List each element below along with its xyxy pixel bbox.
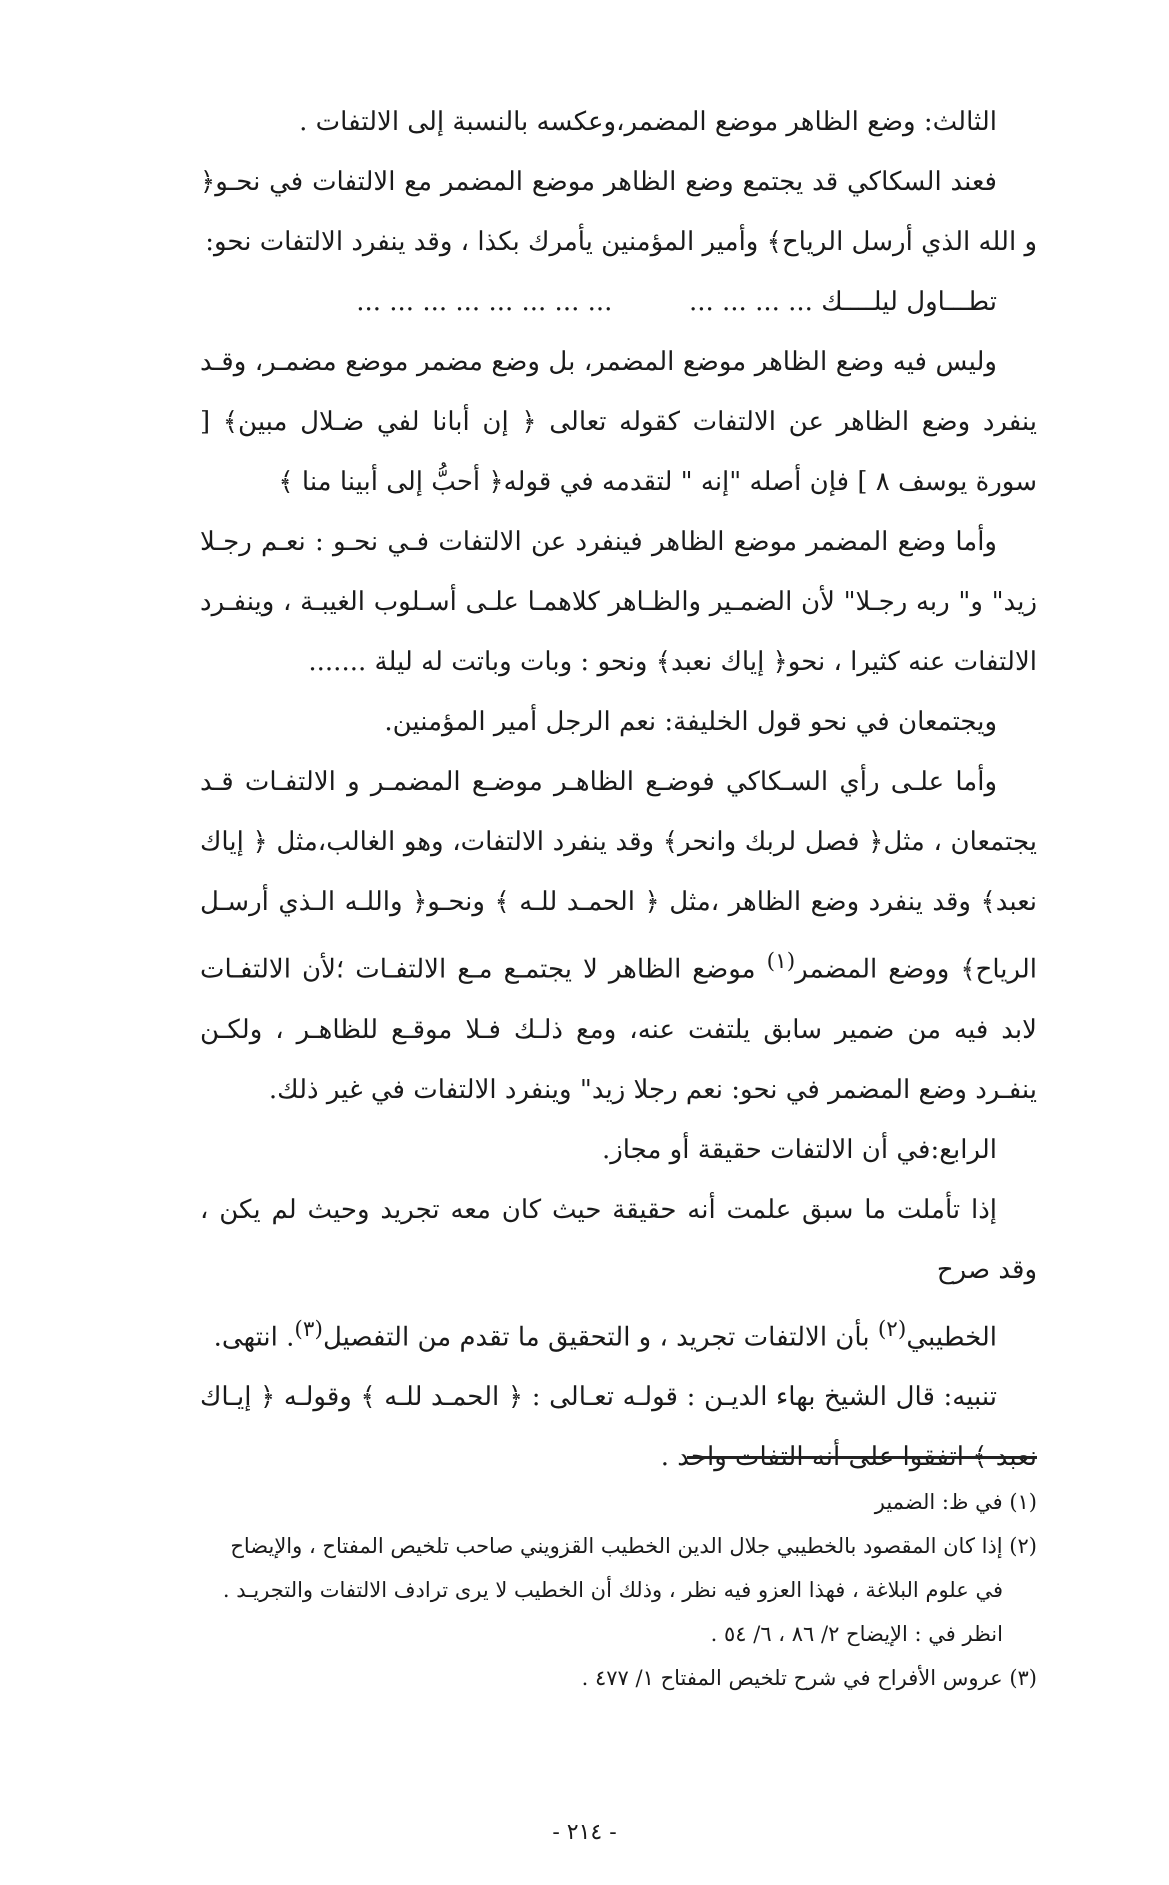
paragraph-khatibi [200,1300,1037,1368]
paragraph-note: تنبيه: قال الشيخ بهاء الديـن : قولـه تعـالى : ﴿ الحمـد للـه ﴾ وقولـه ﴿ إيـاك نعبد ﴾ اتفقوا على أنه التفات واحد . [200,1382,1037,1473]
footnote-ref-3[interactable]: (٣) [294,1316,323,1342]
footnote-2-reference: انظر في : الإيضاح ٢/ ٨٦ ، ٦/ ٥٤ . [710,1622,1003,1646]
paragraph-khatibi-end: . انتهى. [213,1322,295,1353]
paragraph-sakkaki-opinion-text: وأما علـى رأي السـكاكي فوضـع الظاهـر موضـع المضمـر و الالتفـات قـد يجتمعان ، مثل﴿ فصل لربك وانحر﴾ وقد ينفرد الالتفات، وهو الغالب،مثل ﴿ إياك نعبد﴾ وقد ينفرد وضع الظاهر ،مثل ﴿ الحمـد للـه ﴾ ونحـو﴿ واللـه الـذي أرسـل الرياح﴾ ووضع المضمر [200,767,1037,985]
footnote-2-continuation: في علوم البلاغة ، فهذا العزو فيه نظر ، وذلك أن الخطيب لا يرى ترادف الالتفات والتجريـد . [222,1578,1003,1602]
footnote-ref-1[interactable]: (١) [766,949,796,974]
verse-line [200,272,1037,332]
verse-first-hemistich: تطـــاول ليلــــك ... ... ... ... [688,287,997,317]
footnote-3: (٣) عروس الأفراح في شرح تلخيص المفتاح ١/ ٤٧٧ . [581,1666,1037,1690]
paragraph-sakkaki-opinion [200,752,1037,1120]
footnote-2: (٢) إذا كان المقصود بالخطيبي جلال الدين الخطيب القزويني صاحب تلخيص المفتاح ، والإيضاح [230,1534,1037,1558]
main-text [200,92,1037,1487]
paragraph-reality: إذا تأملت ما سبق علمت أنه حقيقة حيث كان معه تجريد وحيث لم يكن ، وقد صرح [200,1194,1037,1285]
section-heading-fourth: الرابع:في أن الالتفات حقيقة أو مجاز. [601,1134,997,1165]
page-number: - ٢١٤ - [552,1820,617,1845]
footnote-divider [687,1456,1037,1459]
verse-second-hemistich: ... ... ... ... ... ... ... ... [356,287,613,317]
footnote-1: (١) في ظ: الضمير [874,1490,1037,1514]
paragraph-khatibi-text: بأن الالتفات تجريد ، و التحقيق ما تقدم من التفصيل [322,1322,878,1353]
paragraph-sakkaki-opinion-rest: موضع الظاهر لا يجتمـع مـع الالتفـات ؛لأن الالتفـات لابد فيه من ضمير سابق يلتفت عنه، ومع ذلـك فـلا موقـع للظاهـر ، ولكـن ينفـرد وضع المضمر في نحو: نعم رجلا زيد" وينفرد الالتفات في غير ذلك. [200,954,1037,1105]
footnotes [195,1480,1037,1700]
paragraph-khatibi-name: الخطيبي [906,1322,997,1353]
paragraph-combination: ويجتمعان في نحو قول الخليفة: نعم الرجل أمير المؤمنين. [384,707,997,737]
paragraph-third-topic: الثالث: وضع الظاهر موضع المضمر،وعكسه بالنسبة إلى الالتفات . [299,107,997,137]
paragraph-pronoun-for-pronoun: وليس فيه وضع الظاهر موضع المضمر، بل وضع مضمر موضع مضمـر، وقـد ينفرد وضع الظاهر عن الالتفات كقوله تعالى ﴿ إن أبانا لفي ضـلال مبين﴾ [ سورة يوسف ٨ ] فإن أصله "إنه " لتقدمه في قوله﴿ أحبُّ إلى أبينا منا ﴾ [200,347,1037,497]
paragraph-pronoun-for-noun: وأما وضع المضمر موضع الظاهر فينفرد عن الالتفات فـي نحـو : نعـم رجـلا زيد" و" ربه رجـلا" لأن الضمـير والظـاهر كلاهمـا علـى أسـلوب الغيبـة ، وينفـرد الالتفات عنه كثيرا ، نحو﴿ إياك نعبد﴾ ونحو : وبات وباتت له ليلة ....... [200,527,1037,677]
footnote-ref-2[interactable]: (٢) [877,1316,907,1342]
paragraph-sakkaki-view: فعند السكاكي قد يجتمع وضع الظاهر موضع المضمر مع الالتفات في نحـو﴿ و الله الذي أرسل الرياح﴾ وأمير المؤمنين يأمرك بكذا ، وقد ينفرد الالتفات نحو: [200,167,1037,257]
